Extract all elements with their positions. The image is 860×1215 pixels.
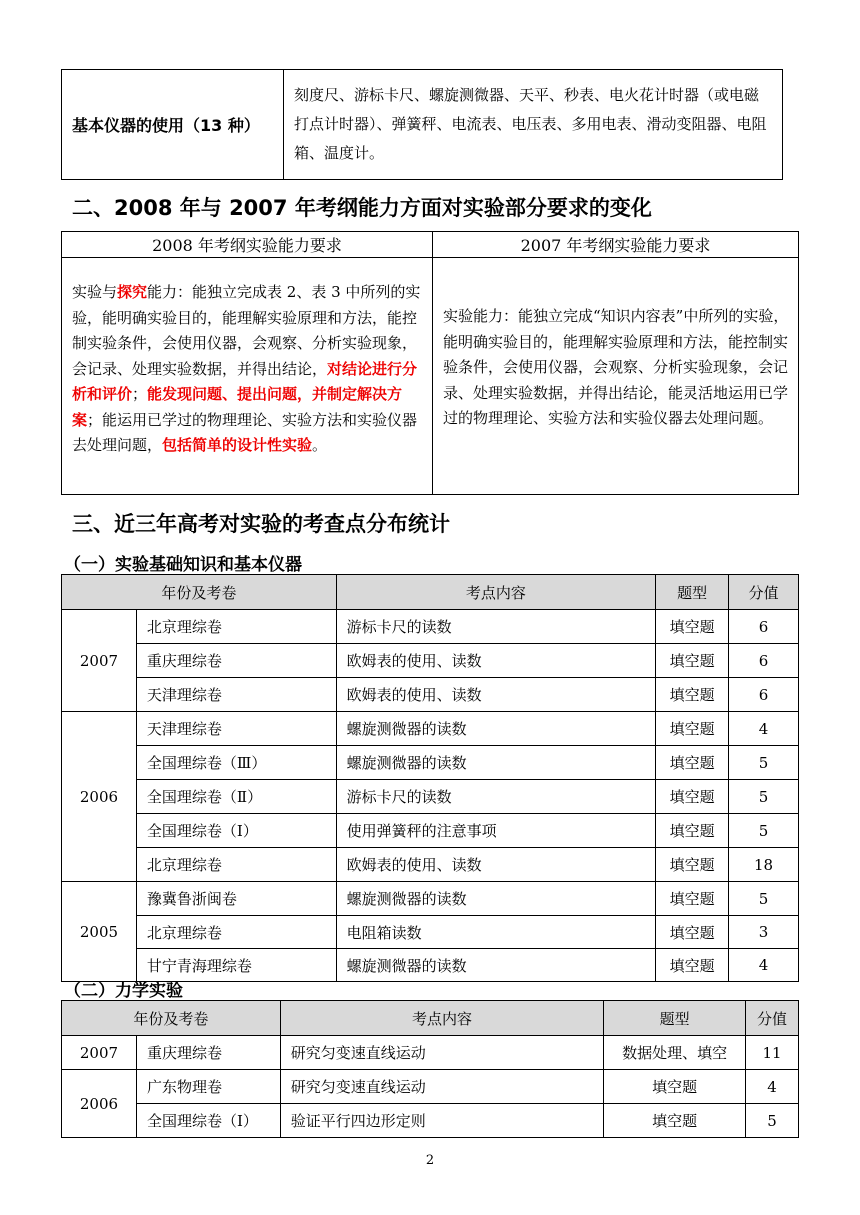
table-row [62, 610, 799, 644]
content-cell: 研究匀变速直线运动 [280, 1036, 603, 1070]
table-row [62, 882, 799, 916]
paper-cell: 重庆理综卷 [136, 644, 336, 678]
type-cell: 填空题 [656, 949, 729, 982]
instrument-label: 基本仪器的使用（13 种） [62, 70, 284, 180]
content-cell: 欧姆表的使用、读数 [336, 848, 656, 882]
score-cell: 4 [729, 712, 799, 746]
req-2008-part8: 。 [312, 436, 328, 454]
req-2008-highlight-explore: 探究 [117, 283, 148, 301]
paper-cell: 豫冀鲁浙闽卷 [136, 882, 336, 916]
page-number: 2 [425, 1153, 435, 1168]
table-row [62, 1104, 799, 1138]
type-cell: 填空题 [656, 916, 729, 949]
type-cell: 填空题 [656, 644, 729, 678]
score-cell: 5 [729, 814, 799, 848]
req-2008-highlight-problem: 能发现问题、提出问题，并制定解决方案 [72, 385, 403, 429]
score-cell: 18 [729, 848, 799, 882]
score-cell: 5 [729, 746, 799, 780]
header-type: 题型 [656, 575, 729, 610]
type-cell: 填空题 [656, 678, 729, 712]
table-row [62, 780, 799, 814]
req-2008-highlight-evaluate: 对结论进行分析和评价 [72, 359, 418, 403]
paper-cell: 全国理综卷（Ⅰ） [136, 814, 336, 848]
type-cell: 填空题 [656, 610, 729, 644]
year-cell: 2006 [62, 712, 137, 882]
header-content: 考点内容 [336, 575, 656, 610]
table-row [62, 678, 799, 712]
score-cell: 5 [729, 780, 799, 814]
year-cell: 2005 [62, 882, 137, 982]
paper-cell: 北京理综卷 [136, 610, 336, 644]
content-cell: 螺旋测微器的读数 [336, 712, 656, 746]
paper-cell: 天津理综卷 [136, 712, 336, 746]
paper-cell: 北京理综卷 [136, 848, 336, 882]
mechanics-table [61, 1000, 799, 1138]
score-cell: 6 [729, 644, 799, 678]
content-cell: 螺旋测微器的读数 [336, 949, 656, 982]
instrument-table [61, 69, 783, 180]
type-cell: 填空题 [604, 1104, 746, 1138]
col-2007-header: 2007 年考纲实验能力要求 [433, 232, 799, 258]
type-cell: 填空题 [656, 746, 729, 780]
req-2008 [62, 258, 433, 495]
header-score: 分值 [746, 1001, 799, 1036]
content-cell: 使用弹簧秤的注意事项 [336, 814, 656, 848]
year-cell: 2006 [62, 1070, 137, 1138]
comparison-table [61, 231, 799, 495]
req-2008-part4: ； [132, 385, 148, 403]
section2-heading: 二、2008 年与 2007 年考纲能力方面对实验部分要求的变化 [72, 196, 652, 220]
subsection2-heading: （二）力学实验 [64, 981, 183, 1001]
header-type: 题型 [604, 1001, 746, 1036]
type-cell: 数据处理、填空 [604, 1036, 746, 1070]
section3-heading: 三、近三年高考对实验的考查点分布统计 [72, 512, 450, 536]
paper-cell: 广东物理卷 [136, 1070, 280, 1104]
req-2008-part0: 实验与 [72, 283, 118, 301]
score-cell: 5 [729, 882, 799, 916]
type-cell: 填空题 [656, 848, 729, 882]
paper-cell: 全国理综卷（Ⅲ） [136, 746, 336, 780]
score-cell: 11 [746, 1036, 799, 1070]
content-cell: 螺旋测微器的读数 [336, 746, 656, 780]
type-cell: 填空题 [604, 1070, 746, 1104]
score-cell: 4 [729, 949, 799, 982]
table-row [62, 916, 799, 949]
type-cell: 填空题 [656, 780, 729, 814]
score-cell: 3 [729, 916, 799, 949]
paper-cell: 北京理综卷 [136, 916, 336, 949]
year-cell: 2007 [62, 1036, 137, 1070]
content-cell: 欧姆表的使用、读数 [336, 678, 656, 712]
content-cell: 验证平行四边形定则 [280, 1104, 603, 1138]
req-2008-part6: ；能运用已学过的物理理论、实验方法和实验仪器去处理问题， [72, 410, 418, 454]
req-2008-part2: 能力：能独立完成表 2、表 3 中所列的实验，能明确实验目的，能理解实验原理和方法，能控制实验条件，会使用仪器，会观察、分析实验现象，会记录、处理实验数据，并得出结论， [72, 283, 421, 378]
col-2008-header: 2008 年考纲实验能力要求 [62, 232, 433, 258]
instrument-list: 刻度尺、游标卡尺、螺旋测微器、天平、秒表、电火花计时器（或电磁打点计时器）、弹簧秤、电流表、电压表、多用电表、滑动变阻器、电阻箱、温度计。 [284, 70, 783, 180]
content-cell: 游标卡尺的读数 [336, 610, 656, 644]
table-row [62, 1070, 799, 1104]
paper-cell: 全国理综卷（Ⅱ） [136, 780, 336, 814]
req-2008-highlight-design: 包括简单的设计性实验 [162, 436, 313, 454]
header-year-paper: 年份及考卷 [62, 575, 337, 610]
type-cell: 填空题 [656, 712, 729, 746]
score-cell: 6 [729, 678, 799, 712]
year-cell: 2007 [62, 610, 137, 712]
header-score: 分值 [729, 575, 799, 610]
subsection1-heading: （一）实验基础知识和基本仪器 [64, 555, 302, 575]
score-cell: 5 [746, 1104, 799, 1138]
paper-cell: 重庆理综卷 [136, 1036, 280, 1070]
paper-cell: 全国理综卷（Ⅰ） [136, 1104, 280, 1138]
content-cell: 研究匀变速直线运动 [280, 1070, 603, 1104]
score-cell: 6 [729, 610, 799, 644]
content-cell: 螺旋测微器的读数 [336, 882, 656, 916]
header-content: 考点内容 [280, 1001, 603, 1036]
type-cell: 填空题 [656, 814, 729, 848]
table-row [62, 848, 799, 882]
table-row [62, 712, 799, 746]
content-cell: 欧姆表的使用、读数 [336, 644, 656, 678]
table-row [62, 644, 799, 678]
content-cell: 游标卡尺的读数 [336, 780, 656, 814]
table-row [62, 746, 799, 780]
score-cell: 4 [746, 1070, 799, 1104]
req-2007: 实验能力：能独立完成“知识内容表”中所列的实验，能明确实验目的，能理解实验原理和方法，能控制实验条件，会使用仪器，会观察、分析实验现象，会记录、处理实验数据，并得出结论，能灵活地运用已学过的物理理论、实验方法和实验仪器去处理问题。 [433, 258, 799, 495]
paper-cell: 天津理综卷 [136, 678, 336, 712]
header-year-paper: 年份及考卷 [62, 1001, 281, 1036]
basic-knowledge-table [61, 574, 799, 982]
type-cell: 填空题 [656, 882, 729, 916]
table-row [62, 814, 799, 848]
paper-cell: 甘宁青海理综卷 [136, 949, 336, 982]
content-cell: 电阻箱读数 [336, 916, 656, 949]
table-row [62, 1036, 799, 1070]
